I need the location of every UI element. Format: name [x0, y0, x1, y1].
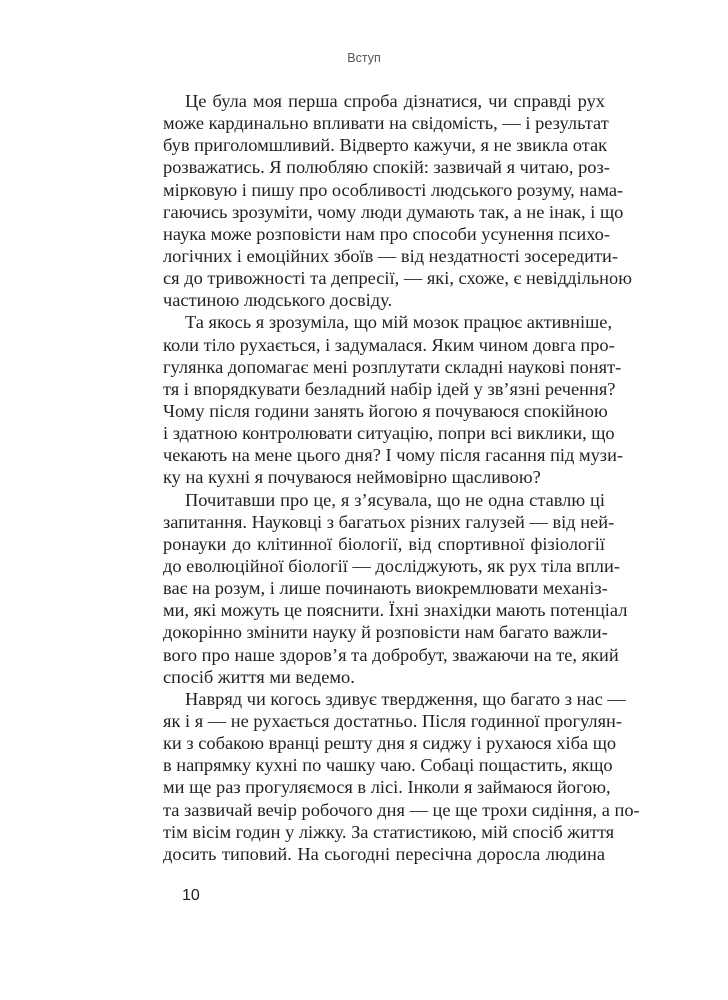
- paragraph: [163, 688, 640, 865]
- text-line: ки з собакою вранці решту дня я сиджу і рухаюся хіба що: [163, 733, 617, 754]
- text-line: гулянка допомагає мені розплутати складні наукові понят-: [163, 356, 622, 377]
- text-line: вого про наше здоров’я та добробут, зважаючи на те, який: [163, 644, 619, 665]
- text-line: був приголомшливий. Відверто кажучи, я не звикла отак: [163, 135, 608, 156]
- paragraph: [163, 489, 628, 688]
- text-line: наука може розповісти нам про способи усунення психо-: [163, 223, 611, 244]
- text-line: ку на кухні я почуваюся неймовірно щасливою?: [163, 467, 541, 488]
- text-line: і здатною контролювати ситуацію, попри всі виклики, що: [163, 423, 615, 444]
- text-line: тім вісім годин у ліжку. За статистикою, мій спосіб життя: [163, 821, 615, 842]
- text-line: може кардинально впливати на свідомість, — і результат: [163, 113, 609, 134]
- text-line: докорінно змінити науку й розповісти нам багато важли-: [163, 622, 608, 643]
- text-line: Навряд чи когось здивує твердження, що багато з нас —: [185, 688, 626, 709]
- text-line: як і я — не рухається достатньо. Після годинної прогулян-: [163, 710, 623, 731]
- text-line: коли тіло рухається, і задумалася. Яким чином довга про-: [163, 334, 615, 355]
- text-line: ми ще раз прогуляємося в лісі. Інколи я займаюся йогою,: [163, 777, 611, 798]
- text-line: досить типовий. На сьогодні пересічна доросла людина: [163, 843, 605, 864]
- text-line: ронауки до клітинної біології, від спортивної фізіології: [163, 533, 605, 554]
- text-line: мірковую і пишу про особливості людського розуму, нама-: [163, 179, 624, 200]
- text-line: до еволюційної біології — досліджують, як рух тіла впли-: [163, 555, 620, 576]
- paragraph: [163, 311, 624, 488]
- text-line: чекають на мене цього дня? І чому після гасання під музи-: [163, 445, 624, 466]
- text-line: Почитавши про це, я з’ясувала, що не одна ставлю ці: [185, 489, 605, 510]
- text-line: та зазвичай вечір робочого дня — це ще трохи сидіння, а по-: [163, 799, 640, 820]
- text-line: Це була моя перша спроба дізнатися, чи справді рух: [185, 91, 605, 111]
- text-line: частиною людського досвіду.: [163, 290, 393, 311]
- text-line: Та якось я зрозуміла, що мій мозок працює активніше,: [185, 312, 613, 333]
- body-text: [163, 90, 640, 865]
- text-line: гаючись зрозуміти, чому люди думають так, а не інак, і що: [163, 201, 624, 222]
- text-line: ся до тривожності та депресії, — які, схоже, є невіддільною: [163, 268, 632, 289]
- text-line: запитання. Науковці з багатьох різних галузей — від ней-: [163, 511, 615, 532]
- text-line: в напрямку кухні по чашку чаю. Собаці пощастить, якщо: [163, 755, 613, 776]
- text-line: Чому після години занять йогою я почуваюся спокійною: [163, 400, 608, 421]
- running-head: Вступ: [347, 51, 381, 65]
- text-line: ми, які можуть це пояснити. Їхні знахідки мають потенціал: [163, 600, 628, 621]
- text-line: спосіб життя ми ведемо.: [163, 666, 355, 687]
- page-number: 10: [182, 887, 200, 904]
- text-line: логічних і емоційних збоїв — від нездатності зосередити-: [163, 245, 618, 266]
- text-line: розважатись. Я полюбляю спокій: зазвичай я читаю, роз-: [163, 157, 610, 178]
- text-line: тя і впорядкувати безладний набір ідей у зв’язні речення?: [163, 378, 616, 399]
- text-line: ває на розум, і лише починають виокремлювати механіз-: [163, 578, 608, 599]
- paragraph: [163, 90, 632, 311]
